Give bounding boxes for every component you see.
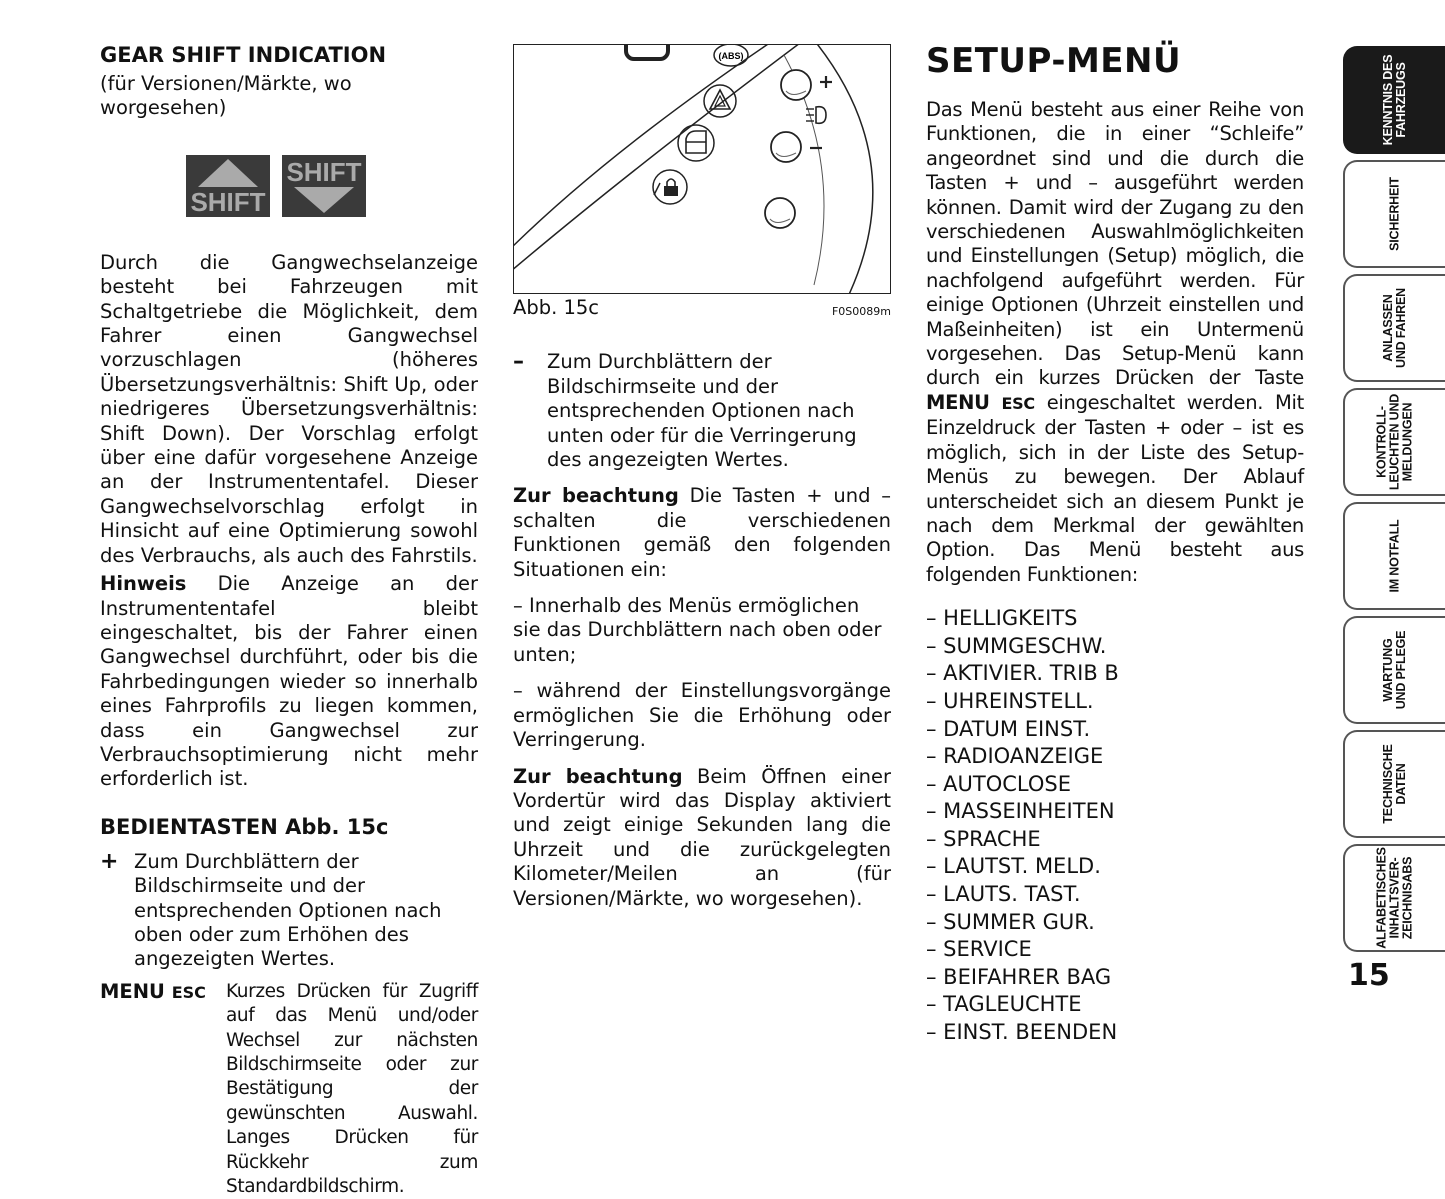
note1-item2: – während der Einstellungsvorgänge ermöglichen Sie die Erhöhung oder Verringerung. xyxy=(513,679,891,752)
svg-text:(ABS): (ABS) xyxy=(718,51,744,61)
esc-label: ESC xyxy=(171,982,206,1002)
note1-label: Zur beachtung xyxy=(513,484,679,508)
note1-text: Die Tasten + und – schalten die verschiedenen Funktionen gemäß den folgenden Situationen ein: xyxy=(513,484,891,581)
chapter-tab[interactable] xyxy=(1343,616,1445,724)
figure-15c xyxy=(513,44,891,294)
setup-menu-item: – SUMMGESCHW. xyxy=(926,633,1107,658)
page-number: 15 xyxy=(1348,958,1390,993)
chapter-tab-label: ALFABETISCHES INHALTSVER- ZEICHNISABS xyxy=(1374,847,1415,949)
dashboard-buttons-illustration xyxy=(514,45,890,293)
chapter-tab-label: TECHNISCHE DATEN xyxy=(1381,744,1408,824)
setup-menu-item: – SPRACHE xyxy=(926,826,1041,851)
note2-label: Zur beachtung xyxy=(513,764,683,788)
setup-menu-item: – HELLIGKEITS xyxy=(926,606,1078,631)
setup-menu-item: – LAUTST. MELD. xyxy=(926,854,1101,879)
menu-esc-text: Kurzes Drücken für Zugriff auf das Menü und/oder Wechsel zur nächsten Bildschirmseite oder zur Bestätigung der gewünschten Auswahl. Langes Drücken für Rückkehr zum Standardbildschirm. xyxy=(226,980,478,1198)
chapter-tab[interactable] xyxy=(1343,46,1445,154)
gear-shift-subheading: (für Versionen/Märkte, wo worgesehen) xyxy=(100,72,352,120)
setup-menu-item: – TAGLEUCHTE xyxy=(926,992,1082,1017)
chapter-tab[interactable] xyxy=(1343,730,1445,838)
gear-shift-heading: GEAR SHIFT INDICATION xyxy=(100,43,387,67)
plus-key-text: Zum Durchblättern der Bildschirmseite und der entsprechenden Optionen nach oben oder zum Erhöhen des angezeigten Wertes. xyxy=(134,849,442,971)
shift-indicators xyxy=(186,155,478,217)
column-middle xyxy=(513,44,891,911)
setup-intro-part2: eingeschaltet werden. Mit Einzeldruck der Tasten + oder – ist es möglich, sich in der Liste des Setup-Menüs zu bewegen. Der Ablauf unterscheidet sich an diesem Punkt je nach dem Merkmal der gewählten Option. Das Menü besteht aus folgenden Funktionen: xyxy=(926,390,1304,586)
chapter-tab[interactable] xyxy=(1343,160,1445,268)
chapter-tab-label: SICHERHEIT xyxy=(1387,177,1402,251)
bedientasten-heading: BEDIENTASTEN Abb. 15c xyxy=(100,814,389,839)
hinweis-paragraph xyxy=(100,572,478,792)
setup-menu-item: – MASSEINHEITEN xyxy=(926,799,1115,824)
chapter-tab-label: KONTROLL- LEUCHTEN UND MELDUNGEN xyxy=(1374,393,1415,491)
setup-menu-item: – LAUTS. TAST. xyxy=(926,882,1081,907)
chapter-tab[interactable] xyxy=(1343,274,1445,382)
abs-icon xyxy=(714,45,748,66)
chapter-tab-label: ANLASSEN UND FAHREN xyxy=(1381,288,1408,368)
shift-down-label: SHIFT xyxy=(286,156,362,187)
setup-menu-item: – AKTIVIER. TRIB B xyxy=(926,661,1119,686)
headlight-icon xyxy=(806,107,826,124)
menu-esc-description xyxy=(100,980,478,1199)
setup-intro-menu: MENU xyxy=(926,390,990,414)
note2-paragraph xyxy=(513,765,891,911)
setup-intro-part1: Das Menü besteht aus einer Reihe von Funktionen, die in einer “Schleife” angeordnet sind und die durch die Tasten + und – ausgeführt werden können. Damit wird der Zugang zu den verschiedenen Auswahlmöglichkeiten und Einstellungen (Setup) möglich, die nachfolgend aufgeführt werden. Für einige Optionen (Uhrzeit einstellen und Maßeinheiten) ist ein Untermenü vorgesehen. Das Setup-Menü kann durch ein kurzes Drücken der Taste xyxy=(926,98,1304,390)
shift-up-indicator xyxy=(186,155,270,217)
minus-button-icon xyxy=(771,132,822,162)
note1-paragraph xyxy=(513,484,891,582)
setup-menu-item: – BEIFAHRER BAG xyxy=(926,964,1112,989)
setup-menu-item: – EINST. BEENDEN xyxy=(926,1020,1118,1045)
minus-key-text: Zum Durchblättern der Bildschirmseite und der entsprechenden Optionen nach unten oder für die Verringerung des angezeigten Wertes. xyxy=(547,350,857,472)
chapter-tab-label: WARTUNG UND PFLEGE xyxy=(1381,630,1408,710)
setup-menu-item: – SERVICE xyxy=(926,937,1032,962)
setup-intro-esc: ESC xyxy=(1001,393,1035,413)
column-right xyxy=(926,42,1304,1047)
shift-up-label: SHIFT xyxy=(190,186,266,217)
door-icon xyxy=(678,125,714,161)
shift-down-indicator xyxy=(282,155,366,217)
minus-symbol: – xyxy=(513,349,524,375)
gear-shift-paragraph: Durch die Gangwechselanzeige besteht bei Fahrzeugen mit Schaltgetriebe die Möglichkeit, dem Fahrer einen Gangwechsel vorzuschlagen (höheres Übersetzungsverhältnis: Shift Up, oder niedrigeres Übersetzungsverhältnis: Shift Down). Der Vorschlag erfolgt über eine dafür vorgesehene Anzeige an der Instrumententafel. Dieser Gangwechselvorschlag erfolgt in Hinsicht auf eine Optimierung sowohl des Verbrauchs, als auch des Fahrstils. xyxy=(100,250,478,567)
arrow-down-icon xyxy=(282,155,366,217)
plus-key-description xyxy=(100,850,478,972)
figure-caption: Abb. 15c xyxy=(513,296,600,319)
figure-code: F0S0089m xyxy=(831,305,891,318)
chapter-tab[interactable] xyxy=(1343,844,1445,952)
setup-menu-item: – SUMMER GUR. xyxy=(926,909,1095,934)
menu-label: MENU xyxy=(100,979,165,1003)
setup-menu-list xyxy=(926,605,1304,1047)
note1-item1: – Innerhalb des Menüs ermöglichen sie das Durchblättern nach oben oder unten; xyxy=(513,594,882,666)
chapter-tab-label: IM NOTFALL xyxy=(1387,519,1402,593)
menu-esc-button-icon xyxy=(765,198,795,228)
figure-caption-row xyxy=(513,296,891,324)
plus-button-icon xyxy=(781,70,832,100)
plus-symbol: + xyxy=(100,848,119,874)
setup-menu-item: – DATUM EINST. xyxy=(926,716,1091,741)
column-left xyxy=(100,42,478,1199)
door-lock-icon xyxy=(653,170,687,204)
setup-menu-intro xyxy=(926,98,1304,587)
setup-menu-item: – AUTOCLOSE xyxy=(926,771,1072,796)
setup-menu-item: – RADIOANZEIGE xyxy=(926,744,1104,769)
hazard-warning-icon xyxy=(704,85,736,117)
note2-text: Beim Öffnen einer Vordertür wird das Display aktiviert und zeigt einige Sekunden lang die Uhrzeit und die zurückgelegten Kilometer/Meilen an (für Versionen/Märkte, wo worgesehen). xyxy=(513,764,891,910)
setup-menu-title: SETUP-MENÜ xyxy=(926,41,1182,81)
menu-esc-label xyxy=(100,980,226,1199)
setup-menu-item: – UHREINSTELL. xyxy=(926,688,1094,713)
chapter-tab[interactable] xyxy=(1343,388,1445,496)
hinweis-label: Hinweis xyxy=(100,572,187,596)
hinweis-text: Die Anzeige an der Instrumententafel bleibt eingeschaltet, bis der Fahrer einen Gangwechsel durchführt, oder bis die Fahrbedingungen wieder so innerhalb eines Fahrprofils zu liegen kommen, dass ein Gangwechsel zur Verbrauchsoptimierung nicht mehr erforderlich ist. xyxy=(100,572,478,791)
chapter-tab-label: KENNTNIS DES FAHRZEUGS xyxy=(1381,54,1408,146)
minus-key-description xyxy=(513,350,891,472)
chapter-tab[interactable] xyxy=(1343,502,1445,610)
